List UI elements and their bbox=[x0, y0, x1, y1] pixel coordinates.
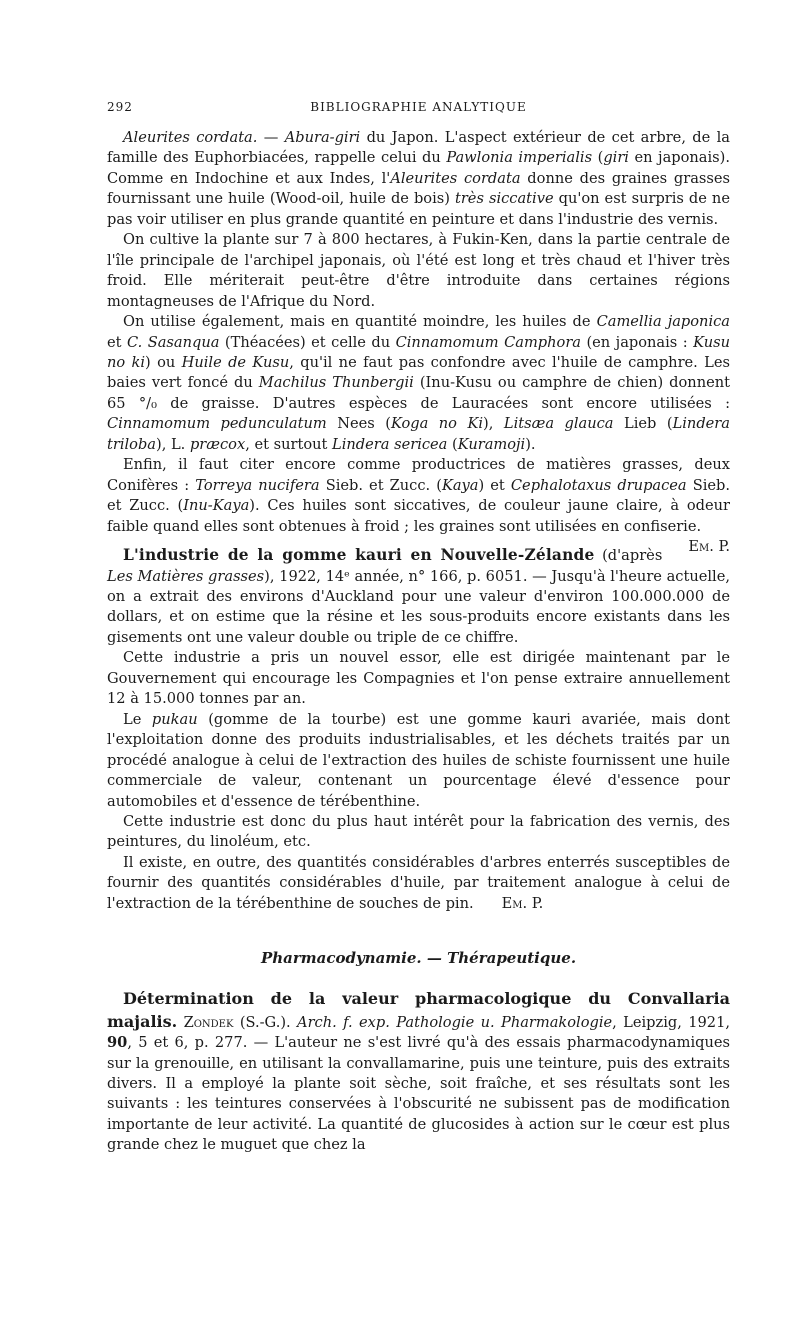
text: Sieb. et Zucc. ( bbox=[319, 476, 442, 494]
text: Enfin, il faut citer encore comme productrices de matières grasses, deux Conifères : bbox=[107, 456, 730, 494]
text: ), 1922, 14ᵉ année, n° 166, p. 6051. — Jusqu'à l'heure actuelle, on a extrait des environs d'Auckland pour une valeur d'environ 100.000.000 de dollars, et on estime que la résine et les sous-produits encore existants dans les gisements ont une valeur double ou triple de ce chiffre. bbox=[107, 567, 730, 646]
volume-number: 90 bbox=[107, 1034, 128, 1052]
italic-term: pukau bbox=[151, 710, 198, 728]
italic-term: Huile de Kusu bbox=[181, 353, 290, 371]
text: ), L. bbox=[156, 435, 190, 453]
italic-term: Les Matières grasses bbox=[107, 567, 265, 585]
text: ( bbox=[592, 149, 604, 167]
text: , Leipzig, 1921, bbox=[612, 1013, 730, 1031]
text: (d'après bbox=[594, 547, 663, 565]
italic-term: Cinnamomum pedunculatum bbox=[107, 415, 327, 433]
italic-term: C. Sasanqua bbox=[126, 333, 220, 351]
text: (en japonais : bbox=[581, 333, 694, 351]
italic-term: præcox bbox=[189, 435, 246, 453]
text: Nees ( bbox=[326, 415, 391, 433]
section-heading: Pharmacodynamie. — Thérapeutique. bbox=[260, 949, 577, 968]
text: ). bbox=[525, 435, 536, 453]
italic-term: très siccative bbox=[454, 190, 554, 208]
paragraph-interest: Cette industrie est donc du plus haut intérêt pour la fabrication des vernis, des peintures, du linoléum, etc. bbox=[107, 812, 730, 851]
journal-name: Arch. f. exp. Pathologie u. Pharmakologie bbox=[297, 1013, 613, 1031]
text: — bbox=[257, 129, 285, 146]
italic-term: Kaya bbox=[441, 476, 479, 494]
paragraph-pukau bbox=[107, 710, 730, 812]
italic-term: Litsæa glauca bbox=[503, 415, 614, 433]
paragraph-kauri-industry: Cette industrie a pris un nouvel essor, elle est dirigée maintenant par le Gouvernement qui encourage les Compagnies et l'on pense extraire annuellement 12 à 15.000 tonnes par an. bbox=[107, 649, 730, 708]
text: donne des graines grasses fournissant une huile (Wood-oil, huile de bois) bbox=[107, 169, 731, 208]
text: (Théacées) et celle du bbox=[219, 333, 396, 351]
text: , 5 et 6, p. 277. — L'auteur ne s'est livré qu'à des essais pharmacodynamiques sur la grenouille, en utilisant la convallamarine, puis une teinture, puis des extraits divers. Il a employé la plante soit sèche, soit fraîche, et ses résultats sont les suivants : les teintures conservées à l'obscurité ne subissent pas de modification importante de leur activité. La quantité de glucosides à action sur le cœur est plus grande chez le muguet que chez la bbox=[107, 1034, 730, 1154]
text: Sieb. et Zucc. ( bbox=[107, 476, 731, 515]
italic-term: Camellia japonica bbox=[596, 313, 730, 331]
italic-term: Abura-giri bbox=[284, 129, 361, 146]
text: Il existe, en outre, des quantités considérables d'arbres enterrés susceptibles de fournir des quantités considérables d'huile, par traitement analogue à celui de l'extraction de la térébenthine de souches de pin. bbox=[107, 853, 730, 912]
text: et bbox=[107, 333, 127, 351]
article-title: L'industrie de la gomme kauri en Nouvelle-Zélande bbox=[123, 546, 595, 565]
article-title: Détermination de la valeur pharmacologique du Convallaria majalis. bbox=[107, 989, 730, 1031]
italic-term: Kusu no ki bbox=[107, 333, 731, 371]
text: du Japon. L'aspect extérieur de cet arbre, de la famille des Euphorbiacées, rappelle celui du bbox=[107, 129, 730, 167]
text: (gomme de la tourbe) est une gomme kauri avariée, mais dont l'exploitation donne des produits industrialisables, et les déchets traités par un procédé analogue à celui de l'extraction des huiles de schiste fournissent une huile commerciale de valeur, contenant un pourcentage élevé d'essence pour automobiles et d'essence de térébenthine. bbox=[107, 710, 731, 810]
text: Lieb ( bbox=[613, 415, 673, 433]
text: ) et bbox=[478, 476, 511, 494]
article-convallaria bbox=[107, 988, 730, 1156]
page-number: 292 bbox=[107, 100, 133, 114]
text: Le bbox=[123, 710, 152, 728]
italic-term: Koga no Ki bbox=[390, 415, 484, 433]
text: (S.-G.). bbox=[233, 1013, 298, 1031]
italic-term: Pawlonia imperialis bbox=[446, 149, 593, 167]
signature: Em. P. bbox=[688, 538, 730, 556]
text: ), bbox=[483, 415, 504, 433]
text: (Inu-Kusu ou camphre de chien) donnent 65 °/₀ de graisse. D'autres espèces de Lauracées sont encore utilisées : bbox=[107, 374, 731, 412]
text: qu'on est surpris de ne pas voir utiliser en plus grande quantité en peinture et dans l'industrie des vernis. bbox=[107, 190, 730, 228]
signature: Em. P. bbox=[501, 894, 544, 912]
italic-term: Torreya nucifera bbox=[195, 476, 320, 494]
italic-term: Machilus Thunbergii bbox=[258, 374, 414, 392]
author-name: Zondek bbox=[183, 1013, 234, 1031]
italic-term: Cephalotaxus drupacea bbox=[510, 476, 687, 494]
text: ) ou bbox=[145, 353, 182, 371]
italic-term: Lindera sericea bbox=[332, 435, 448, 453]
italic-term: Kuramoji bbox=[457, 435, 526, 453]
page-body bbox=[107, 128, 730, 1156]
running-title: BIBLIOGRAPHIE ANALYTIQUE bbox=[310, 100, 527, 114]
running-header bbox=[107, 100, 730, 120]
text: , qu'il ne faut pas confondre avec l'huile de camphre. Les baies vert foncé du bbox=[107, 353, 730, 392]
paragraph-aleurites bbox=[107, 128, 730, 230]
text: , et surtout bbox=[245, 435, 333, 453]
article-kauri bbox=[107, 545, 730, 648]
italic-term: Lindera triloba bbox=[107, 415, 730, 453]
text: ( bbox=[447, 435, 458, 453]
italic-term: Cinnamomum Camphora bbox=[395, 333, 582, 351]
paragraph-other-oils bbox=[107, 312, 730, 455]
italic-term: giri bbox=[603, 149, 629, 167]
text: en japonais). Comme en Indochine et aux Indes, l' bbox=[107, 149, 730, 187]
italic-term: Inu-Kaya bbox=[183, 497, 250, 515]
italic-term: Aleurites cordata. bbox=[123, 129, 258, 146]
text: ). Ces huiles sont siccatives, de couleur jaune claire, à odeur faible quand elles sont obtenues à froid ; les graines sont utilisées en confiserie. bbox=[107, 497, 730, 535]
italic-term: Aleurites cordata bbox=[390, 169, 521, 187]
text: On utilise également, mais en quantité moindre, les huiles de bbox=[123, 313, 597, 331]
paragraph-buried-trees bbox=[107, 853, 730, 914]
paragraph-cultivation: On cultive la plante sur 7 à 800 hectares, à Fukin-Ken, dans la partie centrale de l'île principale de l'archipel japonais, où l'été est long et très chaud et l'hiver très froid. Elle mériterait peut-être d'être introduite dans certaines régions montagneuses de l'Afrique du Nord. bbox=[107, 231, 730, 310]
